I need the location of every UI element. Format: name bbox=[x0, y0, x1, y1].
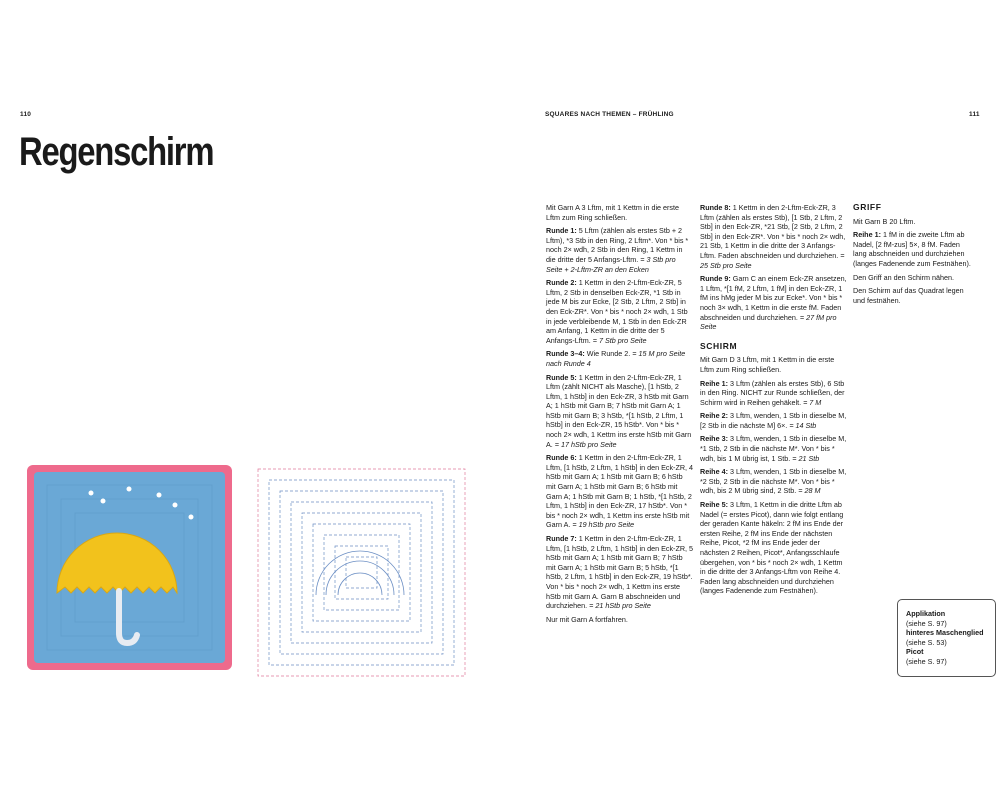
chart-round-9 bbox=[258, 469, 465, 676]
round-7: Runde 7: 1 Kettm in den 2-Lftm-Eck-ZR, 1 Lftm, [1 hStb, 2 Lftm, 1 hStb] in den Eck-ZR, 5 hStb mit Garn A; 1 hStb mit Garn B; 7 hStb mit Garn A; 1 hStb mit Garn B; 5 hStb, *[1 hStb, 2 Lftm, 1 hStb] in den Eck-ZR, 19 hStb*. Von * bis * noch 2× wdh, 1 Kettm ins erste hStb mit Garn A. Garn B abschneiden und durchziehen. = 21 hStb pro Seite bbox=[546, 534, 694, 611]
ref-maschenglied-page: (siehe S. 53) bbox=[906, 637, 947, 647]
chart-round-4 bbox=[313, 524, 410, 621]
chart-round-8 bbox=[269, 480, 454, 665]
round-1: Runde 1: 5 Lftm (zählen als erstes Stb + 2 Lftm), *3 Stb in den Ring, 2 Lftm*. Von * bis * noch 2× wdh, 2 Stb in den Ring, 1 Kettm in die dritte der 5 Anfangs-Lftm. = 3 Stb pro Seite + 2-Lftm-ZR an den Ecken bbox=[546, 226, 689, 274]
round-2: Runde 2: 1 Kettm in den 2-Lftm-Eck-ZR, 5 Lftm, 2 Stb in denselben Eck-ZR, *1 Stb in jede M bis zur Ecke, [2 Stb, 2 Lftm, 2 Stb] in den Eck-ZR*. Von * bis * noch 2× wdh, 1 Stb in jede verbleibende M, 1 Stb in den Eck-ZR am Anfang, 1 Kettm in die dritte der 5 Anfangs-Lftm. = 7 Stb pro Seite bbox=[546, 278, 688, 345]
round-9: Runde 9: Garn C an einem Eck-ZR ansetzen, 1 Lftm, *[1 fM, 2 Lftm, 1 fM] in den Eck-ZR, 1 fM ins hMg jeder M bis zur Ecke*. Von * bis * noch 3× wdh, 1 Kettm in die erste fM. Faden abschneiden und durchziehen. = 27 fM pro Seite bbox=[700, 274, 847, 332]
round-3-4: Runde 3–4: Wie Runde 2. = 15 M pro Seite nach Runde 4 bbox=[546, 349, 686, 368]
griff-step-3: Den Schirm auf das Quadrat legen und festnähen. bbox=[853, 286, 964, 305]
technique-reference-box bbox=[897, 599, 996, 677]
instructions-column-3 bbox=[853, 203, 973, 309]
griff-intro: Mit Garn B 20 Lftm. bbox=[853, 216, 916, 226]
section-heading-schirm: SCHIRM bbox=[700, 340, 738, 351]
griff-step-2: Den Griff an den Schirm nähen. bbox=[853, 272, 954, 282]
schirm-row-5: Reihe 5: 3 Lftm, 1 Kettm in die dritte Lftm ab Nadel (= erstes Picot), dann wie folgt entlang der geraden Kante häkeln: 2 fM ins Ende der ersten Reihe, 2 fM ins Ende der nächsten Reihe, Picot, *2 fM ins Ende jeder der nächsten 2 Reihen, Picot*, Anfangsschlaufe übergehen, von * bis * noch 2× wdh, 1 Kettm in die dritte der 3 Anfangs-Lftm von Reihe 4. Faden lang abschneiden und durchziehen (langes Fadenende zum Festnähen). bbox=[700, 500, 844, 596]
crochet-chart bbox=[254, 465, 469, 680]
schirm-row-1: Reihe 1: 3 Lftm (zählen als erstes Stb), 6 Stb in den Ring. NICHT zur Runde schließen, der Schirm wird in Reihen gehäkelt. = 7 M bbox=[700, 378, 845, 407]
ref-picot: Picot bbox=[906, 647, 924, 657]
square-photo bbox=[27, 465, 232, 670]
ref-applikation: Applikation bbox=[906, 609, 946, 618]
ref-picot-page: (siehe S. 97) bbox=[906, 656, 947, 666]
section-header: SQUARES NACH THEMEN – FRÜHLING bbox=[545, 111, 674, 118]
round-6: Runde 6: 1 Kettm in den 2-Lftm-Eck-ZR, 1 Lftm, [1 hStb, 2 Lftm, 1 hStb] in den Eck-ZR, 4 hStb mit Garn A; 1 hStb mit Garn B; 6 hStb mit Garn A; 1 hStb mit Garn B; 6 hStb mit Garn A; 1 hStb mit Garn B; 1 hStb, *[1 hStb, 2 Lftm, 1 hStb] in den Eck-ZR, 17 hStb*. Von * bis * noch 2× wdh, 1 Kettm ins erste hStb mit Garn A. = 19 hStb pro Seite bbox=[546, 453, 694, 530]
round-5: Runde 5: 1 Kettm in den 2-Lftm-Eck-ZR, 1 Lftm (zählt NICHT als Masche), [1 hStb, 2 Lftm, 1 hStb] in den Eck-ZR, 3 hStb mit Garn A; 1 hStb mit Garn B; 7 hStb mit Garn A; 1 hStb mit Garn B; 3 hStb, *[1 hStb, 2 Lftm, 1 hStb] in den Eck-ZR, 15 hStb*. Von * bis * noch 2× wdh, 1 Kettm ins erste hStb mit Garn A. = 17 hStb pro Seite bbox=[546, 372, 692, 449]
chart-umbrella-outline bbox=[316, 551, 404, 595]
schirm-row-3: Reihe 3: 3 Lftm, wenden, 1 Stb in dieselbe M, *1 Stb, 2 Stb in die nächste M*. Von * bis * wdh, bis 1 M übrig ist, 1 Stb. = 21 Stb bbox=[700, 434, 847, 463]
schirm-row-2: Reihe 2: 3 Lftm, wenden, 1 Stb in dieselbe M, [2 Stb in die nächste M] 6×. = 14 Stb bbox=[700, 411, 847, 430]
ref-maschenglied: hinteres Maschenglied bbox=[906, 628, 984, 638]
griff-row-1: Reihe 1: 1 fM in die zweite Lftm ab Nadel, [2 fM-zus] 5×, 8 fM. Faden lang abschneiden und durchziehen (langes Fadenende zum Festnähen). bbox=[853, 230, 971, 268]
square-outro: Nur mit Garn A fortfahren. bbox=[546, 614, 628, 624]
schirm-intro: Mit Garn D 3 Lftm, mit 1 Kettm in die erste Lftm zum Ring schließen. bbox=[700, 355, 835, 374]
pattern-title: Regenschirm bbox=[19, 130, 214, 174]
round-8: Runde 8: 1 Kettm in den 2-Lftm-Eck-ZR, 3 Lftm (zählen als erstes Stb), [1 Stb, 2 Lftm, 2 Stb] in den Eck-ZR, *21 Stb, [2 Stb, 2 Lftm, 2 Stb] in den Eck-ZR*. Von * bis * noch 2× wdh, 21 Stb, 1 Kettm in die dritte der 3 Anfangs-Lftm. Faden abschneiden und durchziehen. = 25 Stb pro Seite bbox=[700, 203, 846, 270]
chart-round-6 bbox=[291, 502, 432, 643]
chart-round-5 bbox=[302, 513, 421, 632]
page-number-left: 110 bbox=[20, 111, 32, 118]
instructions-column-1 bbox=[546, 203, 694, 628]
page-number-right: 111 bbox=[969, 111, 980, 118]
chart-round-7 bbox=[280, 491, 443, 654]
square-intro: Mit Garn A 3 Lftm, mit 1 Kettm in die erste Lftm zum Ring schließen. bbox=[546, 203, 680, 222]
schirm-row-4: Reihe 4: 3 Lftm, wenden, 1 Stb in dieselbe M, *2 Stb, 2 Stb in die nächste M*. Von * bis * wdh, bis 2 M übrig sind, 2 Stb. = 28 M bbox=[700, 467, 847, 496]
section-heading-griff: GRIFF bbox=[853, 202, 882, 212]
ref-applikation-page: (siehe S. 97) bbox=[906, 618, 947, 628]
instructions-column-2 bbox=[700, 203, 848, 600]
chart-round-1 bbox=[346, 557, 377, 588]
chart-rounds bbox=[258, 469, 465, 676]
